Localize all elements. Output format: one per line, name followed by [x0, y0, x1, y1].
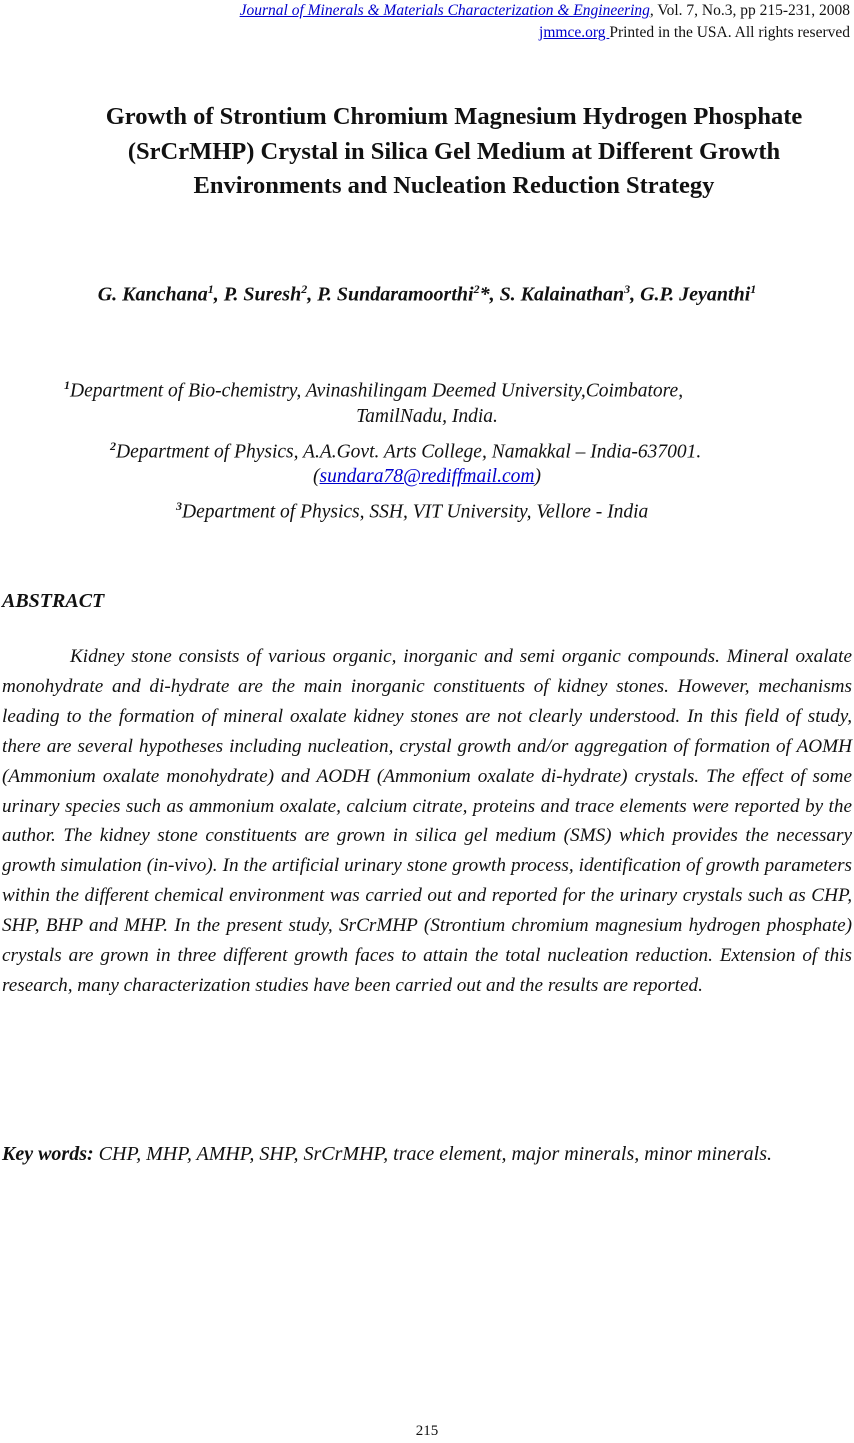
author-affiliation-mark: 1 [750, 282, 757, 296]
affiliation-text: Department of Bio-chemistry, Avinashilingam Deemed University,Coimbatore, [70, 380, 684, 402]
author-separator: *, [479, 283, 500, 306]
keywords-text: CHP, MHP, AMHP, SHP, SrCrMHP, trace element, major minerals, minor minerals. [93, 1143, 773, 1165]
email-paren-close: ) [534, 466, 541, 487]
title-line-1: Growth of Strontium Chromium Magnesium Hydrogen Phosphate [105, 103, 803, 130]
author-affiliation-mark: 2 [473, 282, 480, 296]
author-affiliation-mark: 3 [624, 282, 631, 296]
affiliation-mark: 1 [64, 378, 70, 392]
title-line-3: Environments and Nucleation Reduction Strategy [193, 172, 715, 199]
journal-volume: , Vol. 7, No.3, pp 215-231, 2008 [649, 2, 850, 19]
affiliation-text: Department of Physics, SSH, VIT University, Vellore - India [182, 501, 649, 523]
affiliation-mark: 2 [110, 439, 116, 453]
site-link[interactable]: jmmce.org [539, 24, 610, 41]
affiliation-text: TamilNadu, India. [356, 406, 498, 427]
author-name: P. Suresh [223, 283, 302, 306]
author-name: G.P. Jeyanthi [640, 283, 751, 306]
author-affiliation-mark: 2 [301, 282, 308, 296]
author-name: S. Kalainathan [499, 283, 625, 306]
journal-header [240, 0, 850, 44]
author-affiliation-mark: 1 [207, 282, 214, 296]
author-list [0, 282, 854, 307]
header-line-1 [240, 0, 850, 22]
author-separator: , [307, 283, 318, 306]
title-line-2: (SrCrMHP) Crystal in Silica Gel Medium at Different Growth [127, 137, 781, 165]
corresponding-email [0, 462, 854, 492]
keywords [2, 1139, 852, 1169]
affiliation-mark: 3 [176, 499, 182, 513]
author-separator: , [213, 283, 224, 306]
rights-text: Printed in the USA. All rights reserved [609, 24, 850, 41]
affiliation-3 [176, 491, 648, 528]
author-name: G. Kanchana [97, 283, 208, 306]
author-separator: , [630, 283, 641, 306]
abstract-heading: ABSTRACT [2, 590, 105, 612]
header-line-2 [240, 22, 850, 44]
affiliation-text: Department of Physics, A.A.Govt. Arts College, Namakkal – India-637001. [116, 441, 702, 463]
paper-title [40, 100, 854, 204]
email-paren-open: ( [313, 466, 320, 487]
affiliation-1-continued [0, 402, 854, 432]
author-name: P. Sundaramoorthi [317, 283, 474, 306]
keywords-label: Key words: [2, 1143, 94, 1165]
email-link[interactable]: sundara78@rediffmail.com [319, 466, 535, 487]
abstract-body: Kidney stone consists of various organic, inorganic and semi organic compounds. Mineral oxalate monohydrate and di-hydrate are the main inorganic constituents of kidney stones. However, mechanisms leading to the formation of mineral oxalate kidney stones are not clearly understood. In this field of study, there are several hypotheses including nucleation, crystal growth and/or aggregation of formation of AOMH (Ammonium oxalate monohydrate) and AODH (Ammonium oxalate di-hydrate) crystals. The effect of some urinary species such as ammonium oxalate, calcium citrate, proteins and trace elements were reported by the author. The kidney stone constituents are grown in silica gel medium (SMS) which provides the necessary growth simulation (in-vivo). In the artificial urinary stone growth process, identification of growth parameters within the different chemical environment was carried out and reported for the urinary crystals such as CHP, SHP, BHP and MHP. In the present study, SrCrMHP (Strontium chromium magnesium hydrogen phosphate) crystals are grown in three different growth faces to attain the total nucleation reduction. Extension of this research, many characterization studies have been carried out and the results are reported. [2, 646, 852, 996]
page-number: 215 [415, 1423, 439, 1439]
journal-link[interactable]: Journal of Minerals & Materials Characterization & Engineering [239, 2, 650, 19]
